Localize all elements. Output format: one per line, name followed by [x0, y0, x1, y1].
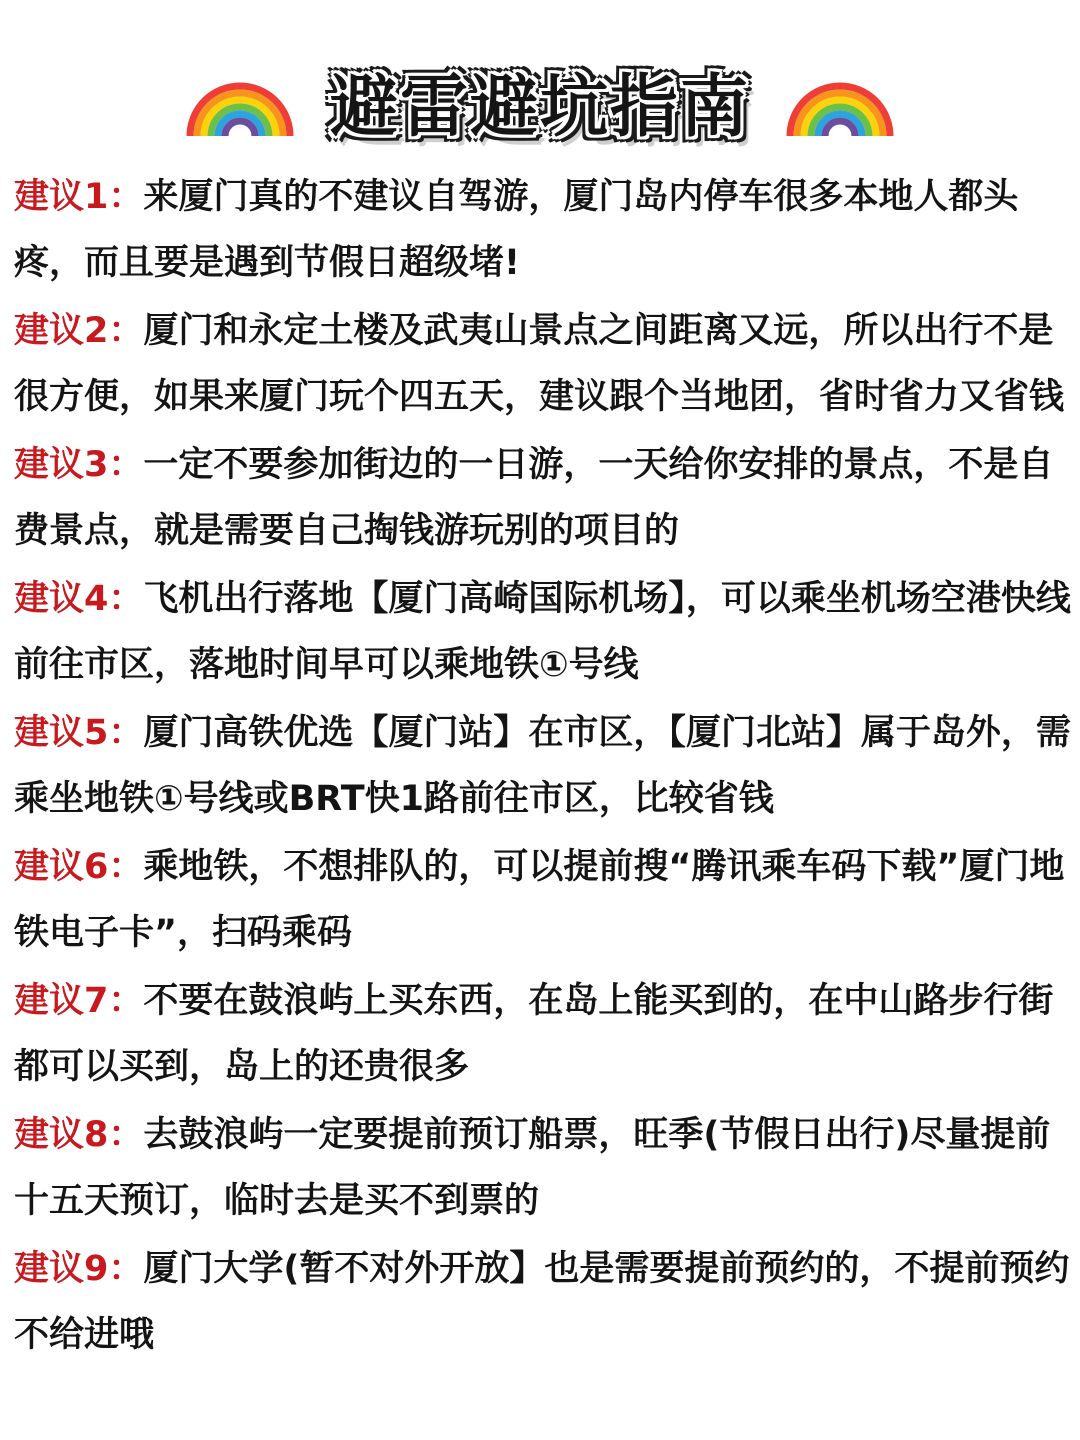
- tip-label: 建议9：: [14, 1249, 144, 1289]
- tip-label: 建议2：: [14, 311, 144, 351]
- tip-text: 厦门大学(暂不对外开放】也是需要提前预约的，不提前预约不给进哦: [14, 1249, 1070, 1355]
- tips-list: [14, 164, 1074, 1370]
- tip-item-2: [14, 298, 1074, 430]
- tip-text: 乘地铁，不想排队的，可以提前搜“腾讯乘车码下载”厦门地铁电子卡”，扫码乘码: [14, 847, 1065, 953]
- rainbow-icon: [784, 76, 896, 140]
- tip-label: 建议3：: [14, 445, 144, 485]
- tip-label: 建议6：: [14, 847, 144, 887]
- tip-text: 厦门高铁优选【厦门站】在市区，【厦门北站】属于岛外，需乘坐地铁①号线或BRT快1路前往市区，比较省钱: [14, 713, 1071, 819]
- page-title: 避雷避坑指南: [329, 68, 750, 147]
- tip-text: 去鼓浪屿一定要提前预订船票，旺季(节假日出行)尽量提前十五天预订，临时去是买不到票的: [14, 1115, 1051, 1221]
- tip-item-9: [14, 1236, 1074, 1368]
- tip-label: 建议1：: [14, 177, 144, 217]
- tip-item-6: [14, 834, 1074, 966]
- tip-item-7: [14, 968, 1074, 1100]
- page-header: [0, 58, 1080, 158]
- tip-label: 建议8：: [14, 1115, 144, 1155]
- tip-item-5: [14, 700, 1074, 832]
- tip-label: 建议4：: [14, 579, 144, 619]
- tip-text: 飞机出行落地【厦门高崎国际机场】，可以乘坐机场空港快线前往市区，落地时间早可以乘地铁①号线: [14, 579, 1071, 685]
- tip-text: 不要在鼓浪屿上买东西，在岛上能买到的，在中山路步行街都可以买到，岛上的还贵很多: [14, 981, 1054, 1087]
- rainbow-icon: [184, 76, 296, 140]
- tip-item-3: [14, 432, 1074, 564]
- tip-label: 建议7：: [14, 981, 144, 1021]
- tip-text: 厦门和永定土楼及武夷山景点之间距离又远，所以出行不是很方便，如果来厦门玩个四五天，建议跟个当地团，省时省力又省钱: [14, 311, 1065, 417]
- tip-text: 来厦门真的不建议自驾游，厦门岛内停车很多本地人都头疼，而且要是遇到节假日超级堵!: [14, 177, 1019, 283]
- tip-text: 一定不要参加街边的一日游，一天给你安排的景点，不是自费景点，就是需要自己掏钱游玩别的项目的: [14, 445, 1054, 551]
- tip-item-4: [14, 566, 1074, 698]
- tip-label: 建议5：: [14, 713, 144, 753]
- tip-item-8: [14, 1102, 1074, 1234]
- tip-item-1: [14, 164, 1074, 296]
